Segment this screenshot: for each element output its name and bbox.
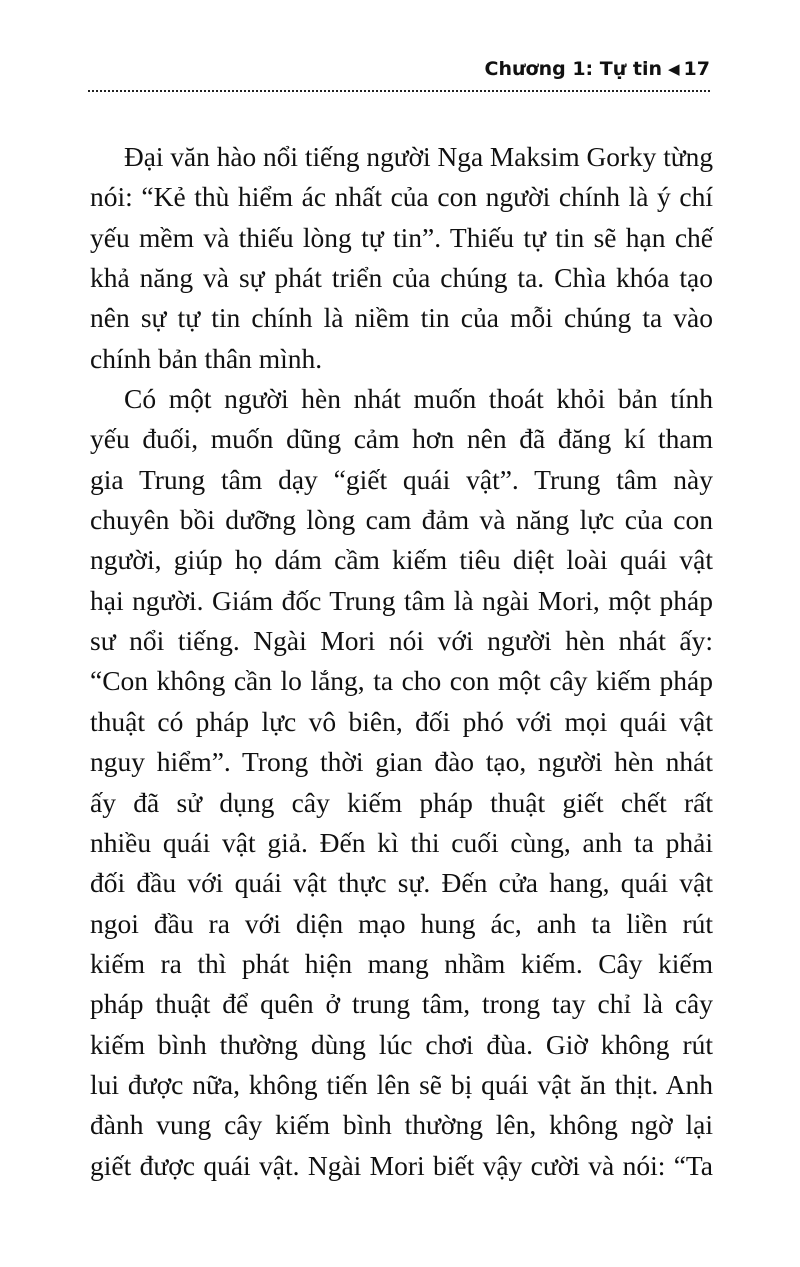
text-line: kiếm ra thì phát hiện mang nhầm kiếm. Cây kiếm <box>90 947 713 979</box>
text-line: pháp thuật để quên ở trung tâm, trong tay chỉ là cây <box>90 988 713 1020</box>
paragraph <box>90 137 713 379</box>
text-line: “Con không cần lo lắng, ta cho con một cây kiếm pháp <box>90 665 713 697</box>
text-line: nhiều quái vật giả. Đến kì thi cuối cùng, anh ta phải <box>90 826 713 858</box>
text-line: người, giúp họ dám cầm kiếm tiêu diệt loài quái vật <box>90 544 713 576</box>
text-line: giết được quái vật. Ngài Mori biết vậy cười và nói: “Ta <box>90 1149 713 1181</box>
text-line: chuyên bồi dưỡng lòng cam đảm và năng lực của con <box>90 504 713 536</box>
text-line: gia Trung tâm dạy “giết quái vật”. Trung tâm này <box>90 463 713 495</box>
text-line: nên sự tự tin chính là niềm tin của mỗi chúng ta vào <box>90 302 713 334</box>
paragraph <box>90 379 713 1186</box>
text-line: nguy hiểm”. Trong thời gian đào tạo, người hèn nhát <box>90 746 713 778</box>
text-line: đối đầu với quái vật thực sự. Đến cửa hang, quái vật <box>90 867 713 899</box>
text-line: yếu đuối, muốn dũng cảm hơn nên đã đăng kí tham <box>90 423 713 455</box>
text-line: kiếm bình thường dùng lúc chơi đùa. Giờ không rút <box>90 1028 713 1060</box>
text-line: Có một người hèn nhát muốn thoát khỏi bản tính <box>124 383 713 415</box>
text-line: ngoi đầu ra với diện mạo hung ác, anh ta liền rút <box>90 907 713 939</box>
page-number: 17 <box>683 58 710 80</box>
text-line: thuật có pháp lực vô biên, đối phó với mọi quái vật <box>90 705 713 737</box>
text-line: hại người. Giám đốc Trung tâm là ngài Mori, một pháp <box>90 584 713 616</box>
running-header <box>88 52 710 92</box>
text-line: sư nổi tiếng. Ngài Mori nói với người hèn nhát ấy: <box>90 625 713 657</box>
left-triangle-icon: ◀ <box>668 60 680 78</box>
text-line: yếu mềm và thiếu lòng tự tin”. Thiếu tự tin sẽ hạn chế <box>90 221 713 253</box>
text-line: Đại văn hào nổi tiếng người Nga Maksim Gorky từng <box>124 142 713 172</box>
text-line: ấy đã sử dụng cây kiếm pháp thuật giết chết rất <box>90 786 713 818</box>
text-line: chính bản thân mình. <box>90 342 323 374</box>
chapter-title: Chương 1: Tự tin <box>484 58 662 80</box>
text-line: nói: “Kẻ thù hiểm ác nhất của con người chính là ý chí <box>90 181 713 213</box>
text-line: khả năng và sự phát triển của chúng ta. Chìa khóa tạo <box>90 262 713 294</box>
text-line: lui được nữa, không tiến lên sẽ bị quái vật ăn thịt. Anh <box>90 1068 713 1100</box>
page-body <box>90 137 713 1186</box>
header-text <box>485 58 710 80</box>
text-line: đành vung cây kiếm bình thường lên, không ngờ lại <box>90 1109 713 1141</box>
